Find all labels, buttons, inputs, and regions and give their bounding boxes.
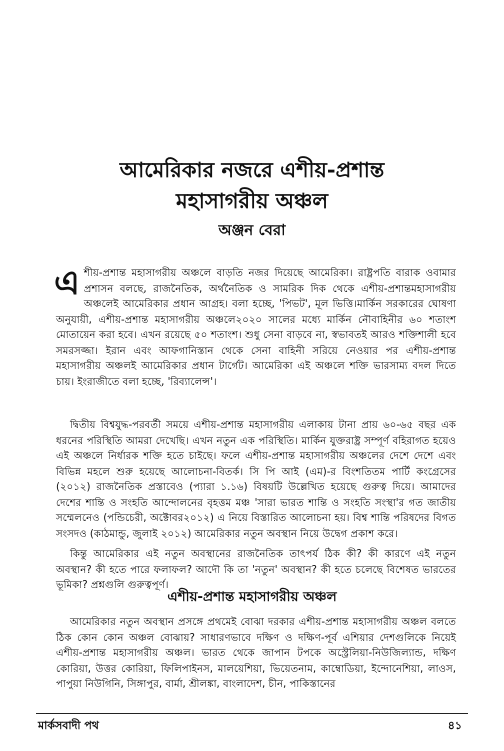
article-title-line1: আমেরিকার নজরে এশীয়-প্রশান্ত xyxy=(119,157,385,182)
paragraph-2: দ্বিতীয় বিশ্বযুদ্ধ-পরবর্তী সময়ে এশীয়-প্রশান্ত মহাসাগরীয় এলাকায় টানা প্রায় ৬০-৬৫ বছর এক ধরনের পরিস্থিতি আমরা দেখেছি। এখন নতুন এক পরিস্থিতি। মার্কিন যুক্তরাষ্ট্র সম্পূর্ণ বহিরাগত হয়েও এই অঞ্চলে নির্ধারক শক্তি হতে চাইছে। ফলে এশীয়-প্রশান্ত মহাসাগরীয় অঞ্চলের দেশে দেশে এবং বিভিন্ন মহলে শুরু হয়েছে আলোচনা-বিতর্ক। সি পি আই (এম)-র বিংশতিতম পার্টি কংগ্রেসের (২০১২) রাজনৈতিক প্রস্তাবেও (প্যারা ১.১৬) বিষয়টি উল্লেখিত হয়েছে গুরুত্ব দিয়ে। আমাদের দেশের শান্তি ও সংহতি আন্দোলনের বৃহত্তম মঞ্চ 'সারা ভারত শান্তি ও সংহতি সংস্থা'র গত জাতীয় সম্মেলনেও (পন্ডিচেরী, অক্টোবর২০১২) এ নিয়ে বিস্তারিত আলোচনা হয়। বিশ্ব শান্তি পরিষদের বিগত সংসদও (কাঠমান্ডু, জুলাই ২০১২) আমেরিকার নতুন অবস্থান নিয়ে উদ্বেগ প্রকাশ করে। xyxy=(56,420,456,540)
article-body-intro xyxy=(54,263,456,390)
paragraph-3: কিন্তু আমেরিকার এই নতুন অবস্থানের রাজনৈতিক তাৎপর্য ঠিক কী? কী কারণে এই নতুন অবস্থান? কী হতে পারে ফলাফল? আদৌ কি তা 'নতুন' অবস্থান? কী হতে চলেছে বিশেষত ভারতের ভূমিকা? প্রশ্নগুলি গুরুত্বপূর্ণ। xyxy=(56,549,456,591)
article-body-2 xyxy=(56,418,456,542)
article-author: অঞ্জন বেরা xyxy=(218,221,286,239)
section-heading: এশীয়-প্রশান্ত মহাসাগরীয় অঞ্চল xyxy=(167,589,337,605)
footer-publication: মার্কসবাদী পথ xyxy=(38,719,99,732)
paragraph-4: আমেরিকার নতুন অবস্থান প্রসঙ্গে প্রথমেই বোঝা দরকার এশীয়-প্রশান্ত মহাসাগরীয় অঞ্চল বলতে ঠিক কোন কোন অঞ্চল বোঝায়? সাধারণভাবে দক্ষিণ ও দক্ষিণ-পূর্ব এশিয়ার দেশগুলিকে নিয়েই এশীয়-প্রশান্ত মহাসাগরীয় অঞ্চল। ভারত থেকে জাপান টপকে অস্ট্রেলিয়া-নিউজিল্যান্ড, দক্ষিণ কোরিয়া, উত্তর কোরিয়া, ফিলিপাইনস, মালয়েশিয়া, ভিয়েতনাম, কাম্বোডিয়া, ইন্দোনেশিয়া, লাওস, পাপুয়া নিউগিনি, সিঙ্গাপুর, বার্মা, শ্রীলঙ্কা, বাংলাদেশ, চীন, পাকিস্তানের xyxy=(56,617,456,690)
footer-divider xyxy=(36,713,468,714)
article-title-line2: মহাসাগরীয় অঞ্চল xyxy=(176,188,328,213)
paragraph-1-text: শীয়-প্রশান্ত মহাসাগরীয় অঞ্চলে বাড়তি নজর দিয়েছে আমেরিকা। রাষ্ট্রপতি বারাক ওবামার প্রশাসন বলছে, রাজনৈতিক, অর্থনৈতিক ও সামরিক দিক থেকে এশীয়-প্রশান্তমহাসাগরীয় অঞ্চলেই আমেরিকার প্রধান আগ্রহ। বলা হচ্ছে, 'পিভট', মূল ভিত্তি।মার্কিন সরকারের ঘোষণা অনুযায়ী, এশীয়-প্রশান্ত মহাসাগরীয় অঞ্চলে২০২০ সালের মধ্যে মার্কিন নৌবাহিনীর ৬০ শতাংশ মোতায়েন করা হবে। এখন রয়েছে ৫০ শতাংশ। শুধু সেনা বাড়বে না, স্বভাবতই আরও শক্তিশালী হবে সমরসজ্জা। ইরান এবং আফগানিস্তান থেকে সেনা বাহিনী সরিয়ে নেওয়ার পর এশীয়-প্রশান্ত মহাসাগরীয় অঞ্চলই আমেরিকার প্রধান টার্গেট। আমেরিকা এই অঞ্চলে শক্তি ভারসাম্য বদল দিতে চায়। ইংরাজীতে বলা হচ্ছে, 'রিব্যালেন্স'। xyxy=(56,268,456,388)
drop-cap: এ xyxy=(54,263,80,303)
article-body-4 xyxy=(56,615,456,693)
footer-page-number: ৪১ xyxy=(447,719,462,732)
paragraph-1 xyxy=(54,263,456,390)
